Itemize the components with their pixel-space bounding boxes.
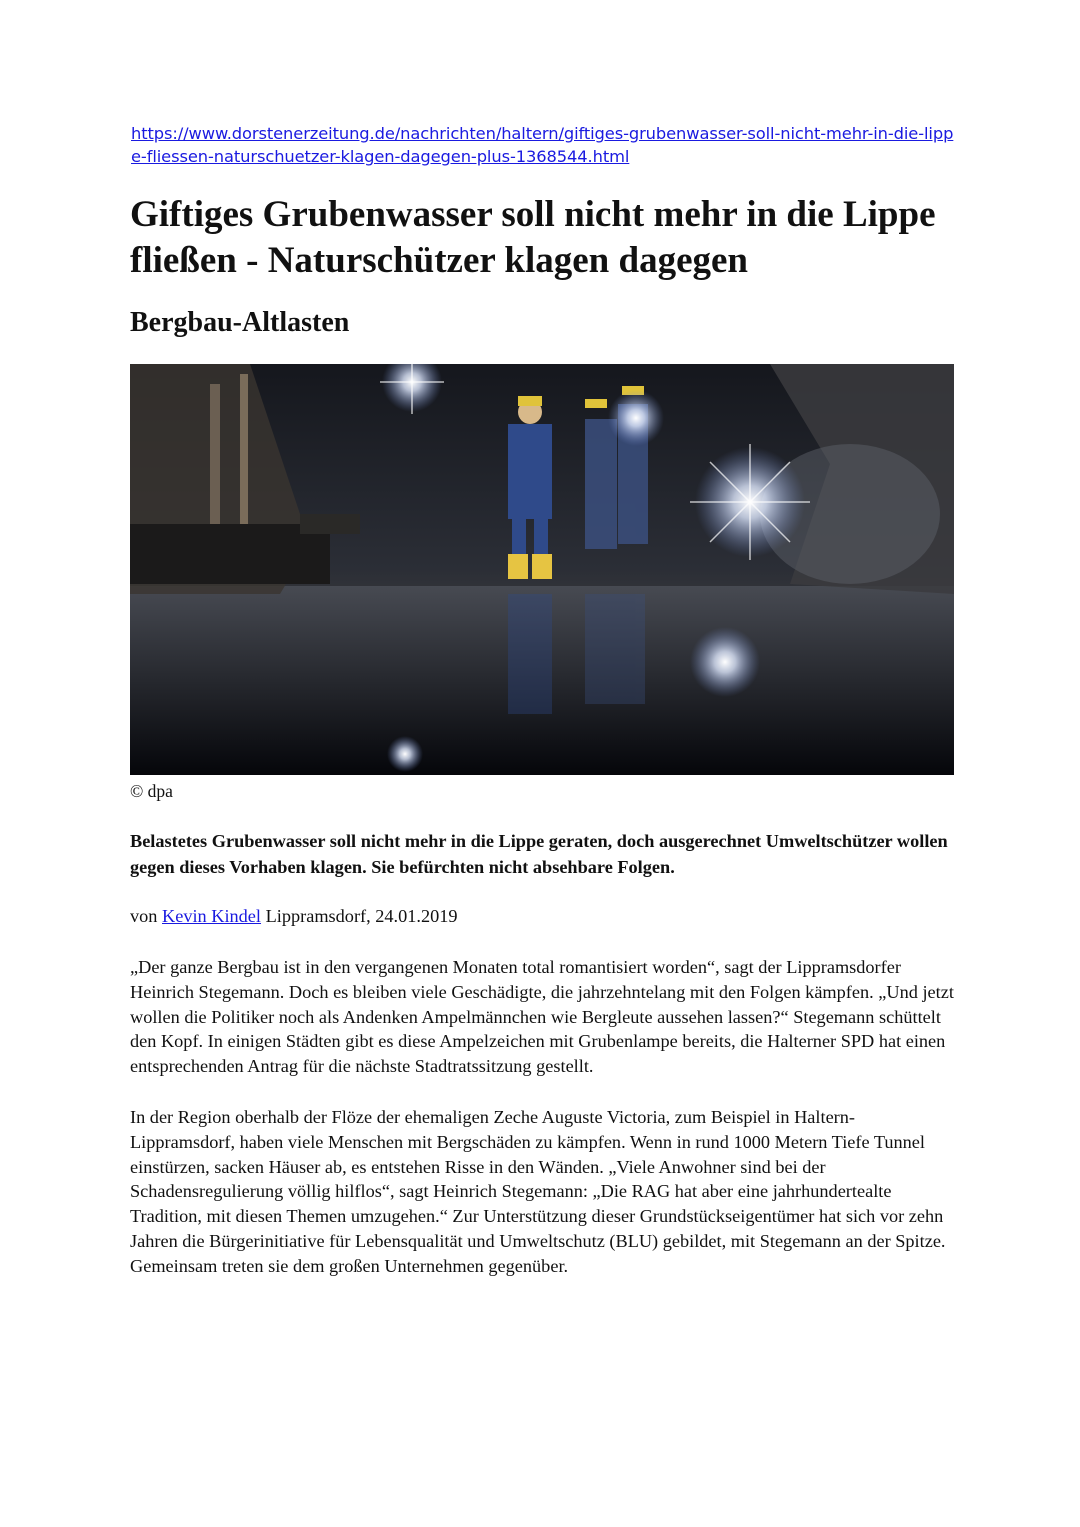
- source-url-link[interactable]: https://www.dorstenerzeitung.de/nachrichten/haltern/giftiges-grubenwasser-soll-nicht-mehr-in-die-lippe-fliessen-naturschuetzer-klagen-dagegen-plus-1368544.html: [131, 124, 954, 166]
- article-lead: Belastetes Grubenwasser soll nicht mehr in die Lippe geraten, doch ausgerechnet Umweltschützer wollen gegen dieses Vorhaben klagen. Sie befürchten nicht absehbare Folgen.: [130, 831, 948, 877]
- byline-prefix: von: [130, 906, 158, 926]
- headline: Giftiges Grubenwasser soll nicht mehr in die Lippe fließen - Naturschützer klagen dagegen: [130, 194, 936, 281]
- article-paragraph: In der Region oberhalb der Flöze der ehemaligen Zeche Auguste Victoria, zum Beispiel in Haltern-Lippramsdorf, haben viele Menschen mit Bergschäden zu kämpfen. Wenn in rund 1000 Metern Tiefe Tunnel einstürzen, sacken Häuser ab, es entstehen Risse in den Wänden. „Viele Anwohner sind bei der Schadensregulierung völlig hilflos“, sagt Heinrich Stegemann: „Die RAG hat aber eine jahrhundertealte Tradition, mit diesen Themen umzugehen.“ Zur Unterstützung dieser Grundstückseigentümer hat sich vor zehn Jahren die Bürgerinitiative für Lebensqualität und Umweltschutz (BLU) gebildet, mit Stegemann an der Spitze. Gemeinsam treten sie dem großen Unternehmen gegenüber.: [130, 1106, 946, 1276]
- article-paragraph: „Der ganze Bergbau ist in den vergangenen Monaten total romantisiert worden“, sagt der Lippramsdorfer Heinrich Stegemann. Doch es bleiben viele Geschädigte, die jahrzehntelang mit den Folgen kämpfen. „Und jetzt wollen die Politiker noch als Andenken Ampelmännchen wie Bergleute aussehen lassen?“ Stegemann schüttelt den Kopf. In einigen Städten gibt es diese Ampelzeichen mit Grubenlampe bereits, die Halterner SPD hat einen entsprechenden Antrag für die nächste Stadtratssitzung gestellt.: [130, 957, 954, 1077]
- article-photo: [130, 364, 954, 775]
- kicker: Bergbau-Altlasten: [130, 307, 350, 338]
- photo-credit: © dpa: [130, 781, 173, 801]
- article-page: [130, 122, 954, 1279]
- byline: [130, 904, 954, 929]
- byline-place-date: Lippramsdorf, 24.01.2019: [265, 906, 458, 926]
- author-link[interactable]: Kevin Kindel: [162, 906, 262, 926]
